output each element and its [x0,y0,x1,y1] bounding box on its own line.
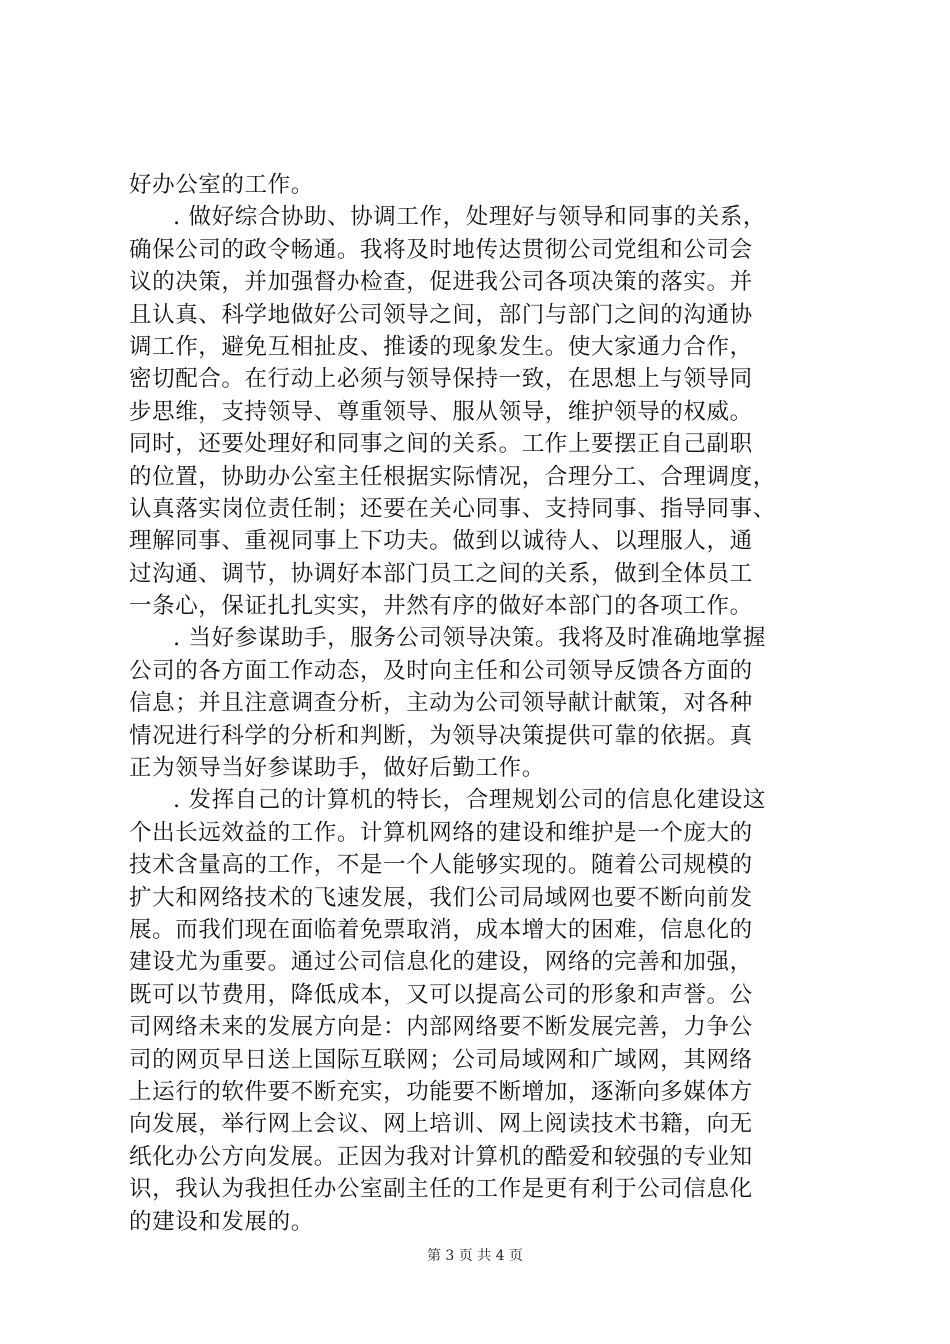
text-line: 信息；并且注意调查分析，主动为公司领导献计献策，对各种 [129,690,753,717]
text-line: 同时，还要处理好和同事之间的关系。工作上要摆正自己副职 [129,431,753,458]
text-line: 认真落实岗位责任制；还要在关心同事、支持同事、指导同事、 [129,495,776,522]
body-text [129,169,829,1238]
text-line: 司网络未来的发展方向是：内部网络要不断发展完善，力争公 [129,1014,753,1041]
text-line: 过沟通、调节，协调好本部门员工之间的关系，做到全体员工 [129,560,753,587]
text-line: 向发展，举行网上会议、网上培训、网上阅读技术书籍，向无 [129,1111,753,1138]
text-line: 建设尤为重要。通过公司信息化的建设，网络的完善和加强， [129,949,753,976]
text-line: 正为领导当好参谋助手，做好后勤工作。 [129,755,545,782]
text-line: 识，我认为我担任办公室副主任的工作是更有利于公司信息化 [129,1176,753,1203]
page-footer: 第 3 页 共 4 页 [426,1248,524,1264]
text-line: 个出长远效益的工作。计算机网络的建设和维护是一个庞大的 [129,819,753,846]
text-line: 既可以节费用，降低成本，又可以提高公司的形象和声誉。公 [129,981,753,1008]
text-line: 调工作，避免互相扯皮、推诿的现象发生。使大家通力合作， [129,333,753,360]
text-line: 司的网页早日送上国际互联网；公司局域网和广域网，其网络 [129,1046,753,1073]
text-line: 步思维，支持领导、尊重领导、服从领导，维护领导的权威。 [129,398,753,425]
text-line: 情况进行科学的分析和判断，为领导决策提供可靠的依据。真 [129,722,753,749]
text-line: 的建设和发展的。 [129,1208,314,1235]
text-line: 扩大和网络技术的飞速发展，我们公司局域网也要不断向前发 [129,884,753,911]
text-line: 一条心，保证扎扎实实，井然有序的做好本部门的各项工作。 [129,593,753,620]
text-line: . 做好综合协助、协调工作，处理好与领导和同事的关系， [173,204,767,231]
text-line: 上运行的软件要不断充实，功能要不断增加，逐渐向多媒体方 [129,1078,753,1105]
text-line: 公司的各方面工作动态，及时向主任和公司领导反馈各方面的 [129,657,753,684]
text-line: 展。而我们现在面临着免票取消，成本增大的困难，信息化的 [129,916,753,943]
text-line: 好办公室的工作。 [129,172,314,198]
text-line: 确保公司的政令畅通。我将及时地传达贯彻公司党组和公司会 [129,236,753,263]
text-line: 密切配合。在行动上必须与领导保持一致，在思想上与领导同 [129,366,753,393]
text-line: 且认真、科学地做好公司领导之间，部门与部门之间的沟通协 [129,301,753,328]
text-line: 技术含量高的工作，不是一个人能够实现的。随着公司规模的 [129,852,753,879]
text-line: 纸化办公方向发展。正因为我对计算机的酷爱和较强的专业知 [129,1143,753,1170]
text-line: . 发挥自己的计算机的特长，合理规划公司的信息化建设这 [173,787,767,814]
text-line: . 当好参谋助手，服务公司领导决策。我将及时准确地掌握 [173,625,767,652]
text-line: 理解同事、重视同事上下功夫。做到以诚待人、以理服人，通 [129,528,753,555]
text-line: 议的决策，并加强督办检查，促进我公司各项决策的落实。并 [129,269,753,296]
text-line: 的位置，协助办公室主任根据实际情况，合理分工、合理调度， [129,463,776,490]
